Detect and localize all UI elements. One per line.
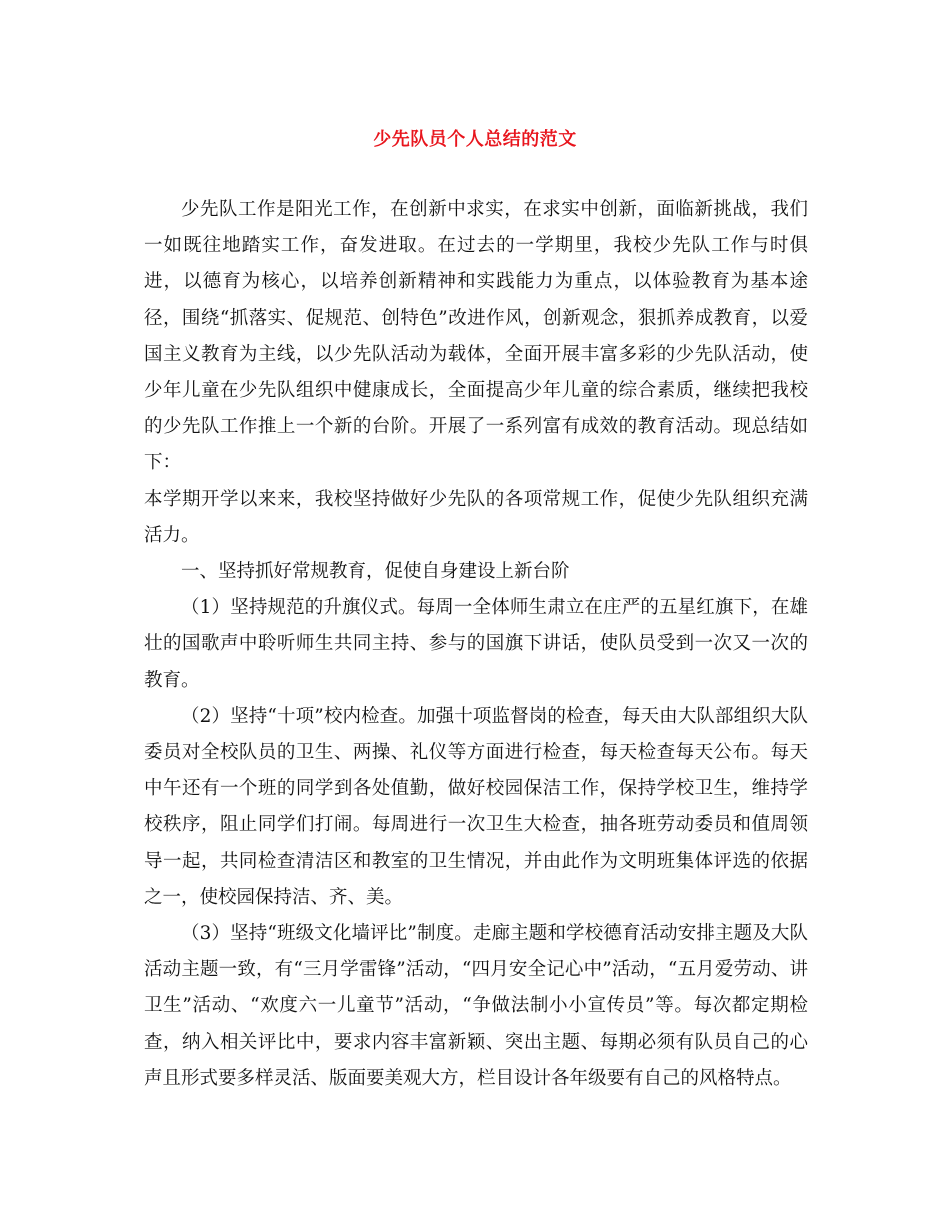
- section-heading-1: 一、坚持抓好常规教育，促使自身建设上新台阶: [181, 561, 570, 583]
- paragraph-summary: 本学期开学以来来，我校坚持做好少先队的各项常规工作，促使少先队组织充满活力。: [144, 488, 808, 546]
- document-body: [144, 192, 808, 1097]
- paragraph-item-1: （1）坚持规范的升旗仪式。每周一全体师生肃立在庄严的五星红旗下，在雄壮的国歌声中聆听师生共同主持、参与的国旗下讲话，使队员受到一次又一次的教育。: [144, 597, 808, 691]
- paragraph-item-2: （2）坚持“十项”校内检查。加强十项监督岗的检查，每天由大队部组织大队委员对全校队员的卫生、两操、礼仪等方面进行检查，每天检查每天公布。每天中午还有一个班的同学到各处值勤，做好校园保洁工作，保持学校卫生，维持学校秩序，阻止同学们打闹。每周进行一次卫生大检查，抽各班劳动委员和值周领导一起，共同检查清洁区和教室的卫生情况，并由此作为文明班集体评选的依据之一，使校园保持洁、齐、美。: [144, 705, 808, 908]
- paragraph-intro: 少先队工作是阳光工作，在创新中求实，在求实中创新，面临新挑战，我们一如既往地踏实工作，奋发进取。在过去的一学期里，我校少先队工作与时俱进，以德育为核心，以培养创新精神和实践能力为重点，以体验教育为基本途径，围绕“抓落实、促规范、创特色”改进作风，创新观念，狠抓养成教育，以爱国主义教育为主线，以少先队活动为载体，全面开展丰富多彩的少先队活动，使少年儿童在少先队组织中健康成长，全面提高少年儿童的综合素质，继续把我校的少先队工作推上一个新的台阶。开展了一系列富有成效的教育活动。现总结如下：: [144, 199, 808, 474]
- paragraph-item-3: （3）坚持“班级文化墙评比”制度。走廊主题和学校德育活动安排主题及大队活动主题一致，有“三月学雷锋”活动，“四月安全记心中”活动，“五月爱劳动、讲卫生”活动、“欢度六一儿童节”活动，“争做法制小小宣传员”等。每次都定期检查，纳入相关评比中，要求内容丰富新颖、突出主题、每期必须有队员自己的心声且形式要多样灵活、版面要美观大方，栏目设计各年级要有自己的风格特点。: [144, 923, 808, 1089]
- document-title: 少先队员个人总结的范文: [373, 129, 577, 150]
